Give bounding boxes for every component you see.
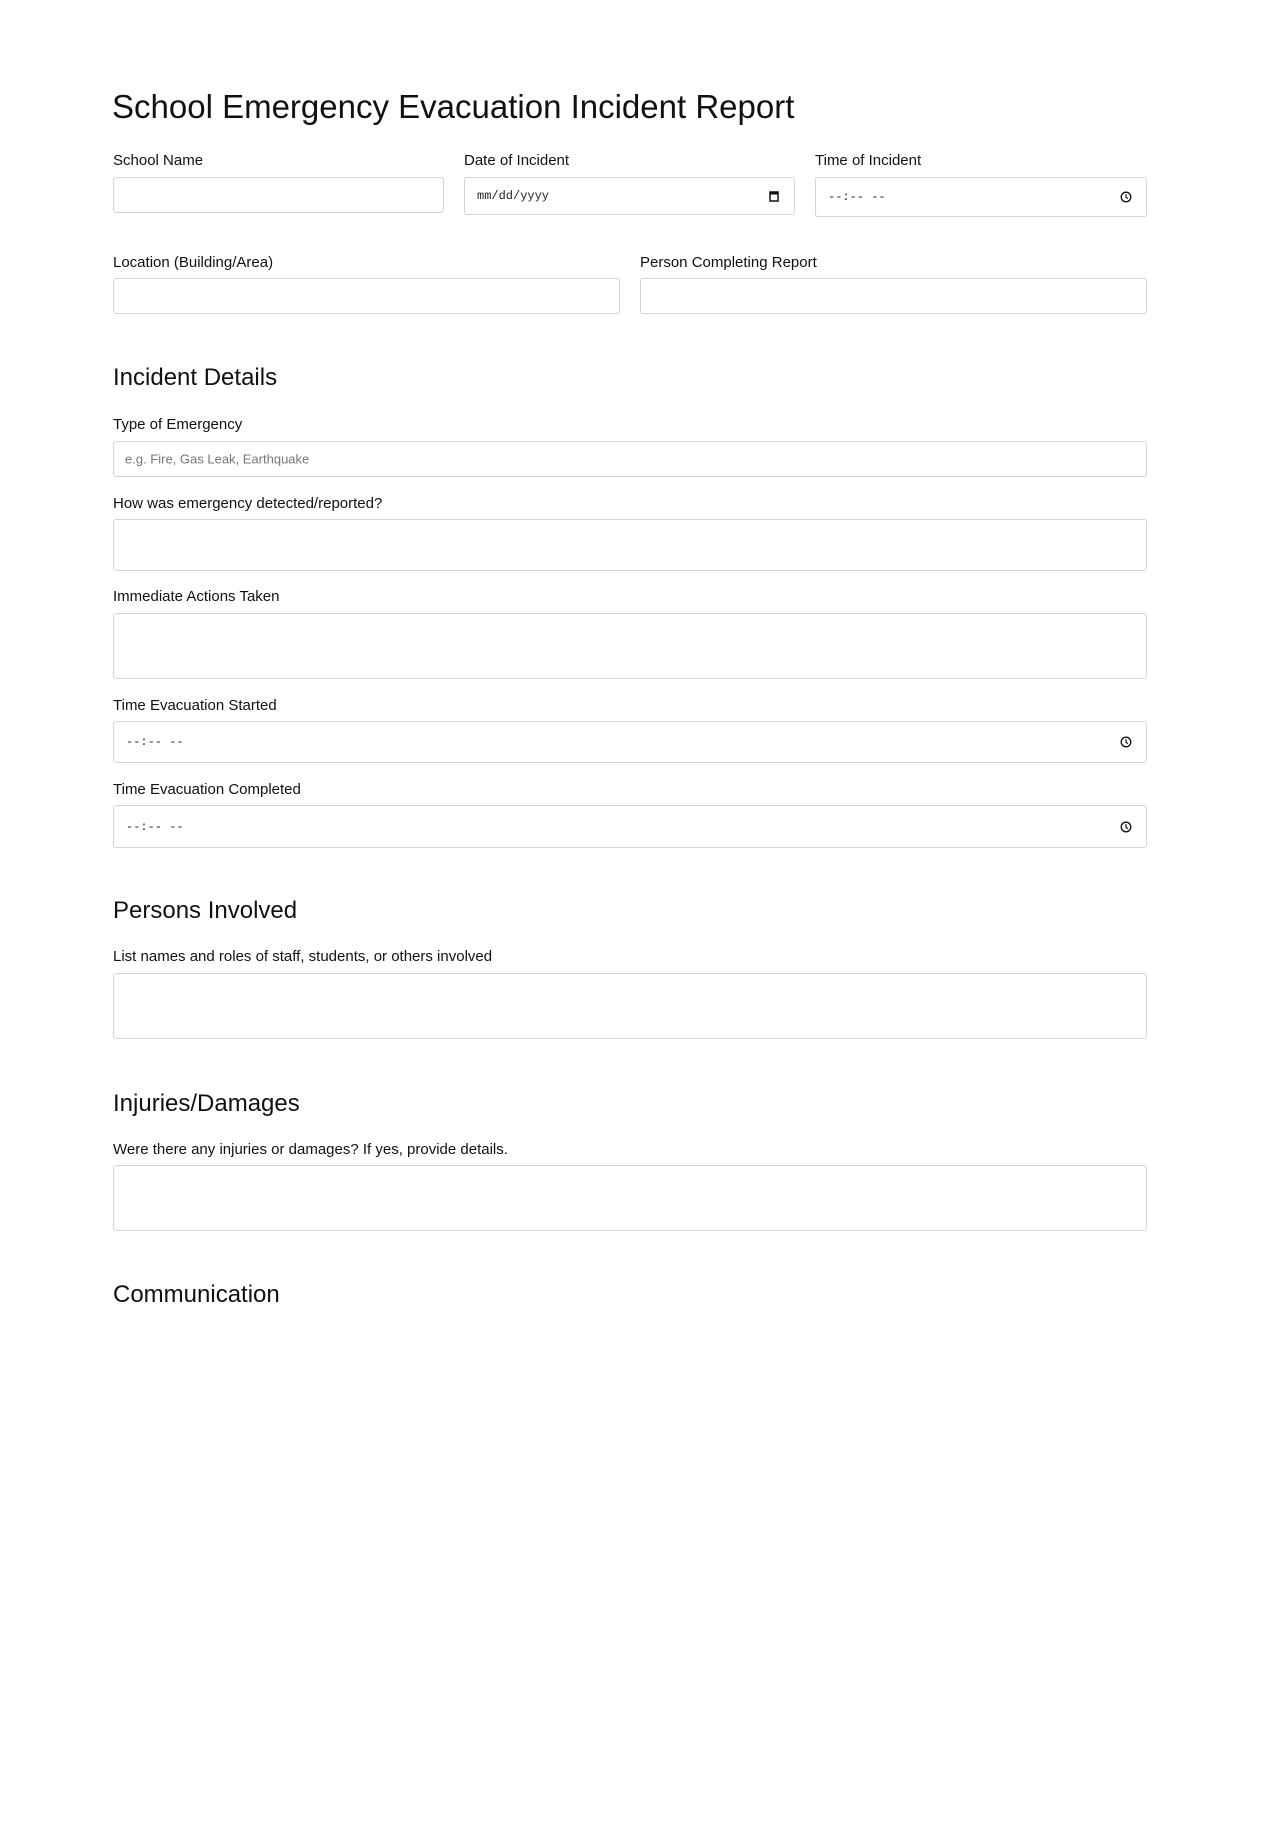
injuries-label: Were there any injuries or damages? If yes, provide details. bbox=[113, 1141, 508, 1158]
date-placeholder: mm/dd/yyyy bbox=[477, 189, 550, 203]
type-placeholder: e.g. Fire, Gas Leak, Earthquake bbox=[125, 451, 310, 467]
clock-icon[interactable] bbox=[1120, 191, 1132, 203]
time-placeholder: --:-- -- bbox=[828, 190, 886, 204]
completed-placeholder: --:-- -- bbox=[126, 819, 184, 834]
completed-time-input[interactable] bbox=[113, 805, 1147, 848]
date-input[interactable] bbox=[464, 177, 795, 215]
calendar-icon[interactable] bbox=[768, 190, 780, 202]
persons-label: List names and roles of staff, students, or others involved bbox=[113, 948, 493, 965]
person-label: Person Completing Report bbox=[640, 254, 817, 271]
started-label: Time Evacuation Started bbox=[113, 697, 277, 714]
persons-heading: Persons Involved bbox=[113, 897, 298, 924]
type-input[interactable] bbox=[113, 441, 1147, 477]
injuries-textarea[interactable] bbox=[113, 1165, 1147, 1231]
type-label: Type of Emergency bbox=[113, 416, 243, 433]
date-label: Date of Incident bbox=[464, 152, 570, 169]
clock-icon[interactable] bbox=[1120, 736, 1132, 748]
completed-label: Time Evacuation Completed bbox=[113, 781, 301, 798]
person-input[interactable] bbox=[640, 278, 1147, 314]
detected-label: How was emergency detected/reported? bbox=[113, 495, 383, 512]
incident-details-heading: Incident Details bbox=[113, 364, 278, 391]
actions-textarea[interactable] bbox=[113, 613, 1147, 679]
school-name-input[interactable] bbox=[113, 177, 444, 213]
school-name-label: School Name bbox=[113, 152, 204, 169]
location-input[interactable] bbox=[113, 278, 620, 314]
injuries-heading: Injuries/Damages bbox=[113, 1090, 300, 1117]
actions-label: Immediate Actions Taken bbox=[113, 588, 280, 605]
location-label: Location (Building/Area) bbox=[113, 254, 274, 271]
clock-icon[interactable] bbox=[1120, 821, 1132, 833]
page-title: School Emergency Evacuation Incident Report bbox=[112, 88, 795, 125]
time-label: Time of Incident bbox=[815, 152, 922, 169]
time-input[interactable] bbox=[815, 177, 1147, 217]
started-time-input[interactable] bbox=[113, 721, 1147, 763]
started-placeholder: --:-- -- bbox=[126, 735, 184, 749]
communication-heading: Communication bbox=[113, 1281, 280, 1308]
persons-textarea[interactable] bbox=[113, 973, 1147, 1039]
detected-textarea[interactable] bbox=[113, 519, 1147, 571]
